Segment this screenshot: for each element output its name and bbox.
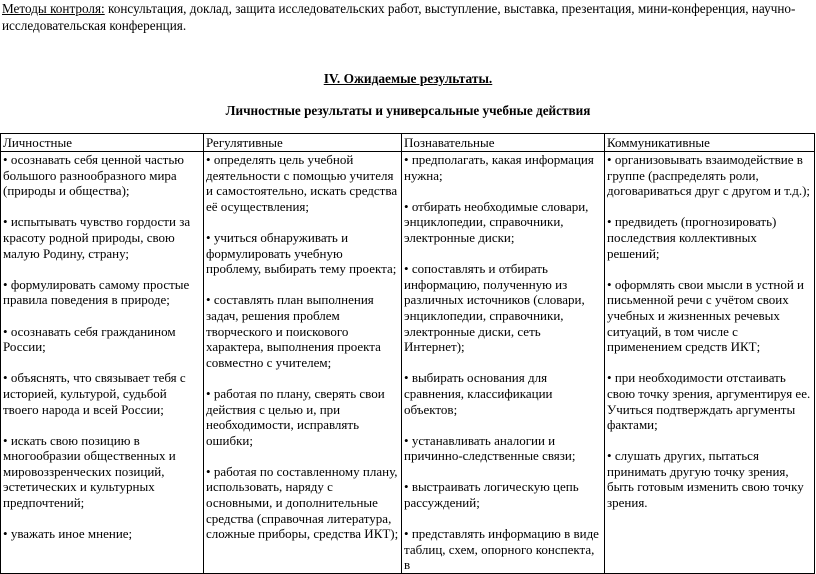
list-item: • устанавливать аналогии и причинно-следственные связи; (404, 433, 602, 464)
cognitive-column (402, 152, 605, 574)
control-methods-label: Методы контроля: (2, 1, 105, 16)
list-item: • искать свою позицию в многообразии общественных и мировоззренческих позиций, эстетических и культурных предпочтений; (3, 433, 201, 511)
header-cognitive: Познавательные (402, 134, 605, 152)
list-item: • предвидеть (прогнозировать) последствия коллективных решений; (607, 214, 812, 261)
list-item: • сопоставлять и отбирать информацию, полученную из различных источников (словари, энциклопедии, справочники, электронные диски, сеть Интернет); (404, 261, 602, 355)
list-item: • осознавать себя гражданином России; (3, 324, 201, 355)
list-item: • определять цель учебной деятельности с помощью учителя и самостоятельно, искать средства её осуществления; (206, 152, 399, 214)
header-regulatory: Регулятивные (204, 134, 402, 152)
list-item: • учиться обнаруживать и формулировать учебную проблему, выбирать тему проекта; (206, 230, 399, 277)
list-item: • испытывать чувство гордости за красоту родной природы, свою малую Родину, страну; (3, 214, 201, 261)
list-item: • отбирать необходимые словари, энциклопедии, справочники, электронные диски; (404, 199, 602, 246)
list-item: • работая по плану, сверять свои действия с целью и, при необходимости, исправлять ошибки; (206, 386, 399, 448)
list-item: • организовывать взаимодействие в группе (распределять роли, договариваться друг с другом и т.д.); (607, 152, 812, 199)
regulatory-column (204, 152, 402, 574)
list-item: • предполагать, какая информация нужна; (404, 152, 602, 183)
section-title: IV. Ожидаемые результаты. (323, 71, 493, 86)
personal-column (1, 152, 204, 574)
list-item: • при необходимости отстаивать свою точку зрения, аргументируя ее. Учиться подтверждать аргументы фактами; (607, 370, 812, 432)
list-item: • формулировать самому простые правила поведения в природе; (3, 277, 201, 308)
list-item: • осознавать себя ценной частью большого разнообразного мира (природы и общества); (3, 152, 201, 199)
list-item: • составлять план выполнения задач, решения проблем творческого и поискового характера, выполнения проекта совместно с учителем; (206, 292, 399, 370)
list-item: • слушать других, пытаться принимать другую точку зрения, быть готовым изменить свою точку зрения. (607, 448, 812, 510)
control-methods-text: консультация, доклад, защита исследовательских работ, выступление, выставка, презентация, мини-конференция, научно-исследовательская конференция. (2, 1, 796, 33)
list-item: • работая по составленному плану, использовать, наряду с основными, и дополнительные средства (справочная литература, сложные приборы, средства ИКТ); (206, 464, 399, 542)
list-item: • уважать иное мнение; (3, 526, 201, 542)
list-item: • представлять информацию в виде таблиц, схем, опорного конспекта, в (404, 526, 602, 573)
table-header-row (1, 134, 815, 152)
results-table (0, 133, 815, 574)
table-body-row (1, 152, 815, 574)
list-item: • выбирать основания для сравнения, классификации объектов; (404, 370, 602, 417)
header-communicative: Коммуникативные (605, 134, 815, 152)
header-personal: Личностные (1, 134, 204, 152)
control-methods-paragraph (2, 0, 808, 34)
table-title: Личностные результаты и универсальные учебные действия (225, 103, 591, 118)
communicative-column (605, 152, 815, 574)
list-item: • оформлять свои мысли в устной и письменной речи с учётом своих учебных и жизненных речевых ситуаций, в том числе с применением средств ИКТ; (607, 277, 812, 355)
list-item: • объяснять, что связывает тебя с историей, культурой, судьбой твоего народа и всей России; (3, 370, 201, 417)
list-item: • выстраивать логическую цепь рассуждений; (404, 479, 602, 510)
